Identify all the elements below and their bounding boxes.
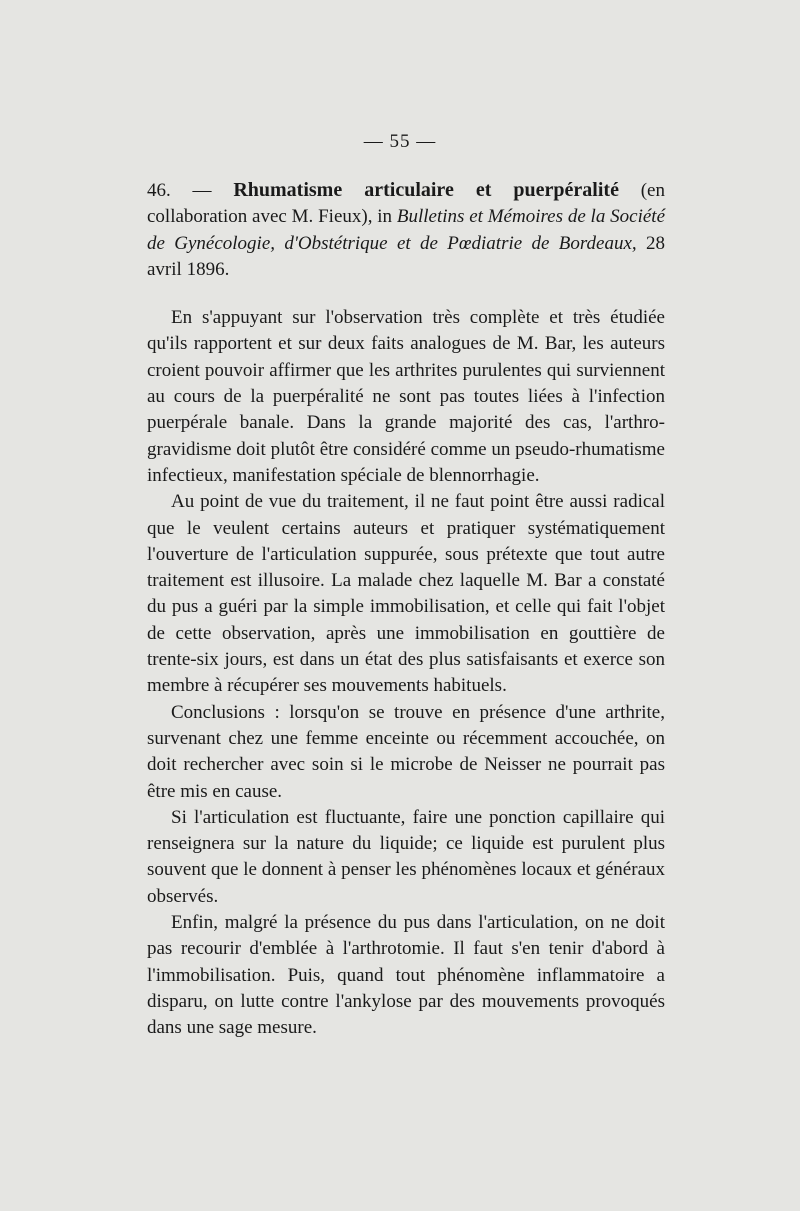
entry-journal: Bulletins et Mémoires de la Société de Gynécologie, d'Obstétrique et de Pœdiatrie de Bordeaux, (147, 206, 665, 254)
paragraph: Conclusions : lorsqu'on se trouve en présence d'une arthrite, survenant chez une femme enceinte ou récemment accouchée, on doit rechercher avec soin si le microbe de Neisser ne pourrait pas être mis en cause. (147, 701, 665, 802)
entry-collaboration: (en collaboration avec M. Fieux), in (147, 180, 665, 228)
entry-dash: — (192, 180, 212, 201)
entry-heading (147, 177, 665, 283)
paragraph: Au point de vue du traitement, il ne faut point être aussi radical que le veulent certains auteurs et pratiquer systématiquement l'ouverture de l'articulation suppurée, sous prétexte que tout autre traitement est illusoire. La malade chez laquelle M. Bar a constaté du pus a guéri par la simple immobilisation, et celle qui fait l'objet de cette observation, après une immobilisation en gouttière de trente-six jours, est dans un état des plus satisfaisants et exerce son membre à récupérer ses mouvements habituels. (147, 491, 665, 697)
entry-date: 28 avril 1896. (147, 232, 665, 280)
entry-title: Rhumatisme articulaire et puerpéralité (233, 179, 619, 201)
paragraph: Enfin, malgré la présence du pus dans l'articulation, on ne doit pas recourir d'emblée à l'arthrotomie. Il faut s'en tenir d'abord à l'immobilisation. Puis, quand tout phénomène inflammatoire a disparu, on lutte contre l'ankylose par des mouvements provoqués dans une sage mesure. (147, 912, 665, 1039)
paragraph: Si l'articulation est fluctuante, faire une ponction capillaire qui renseignera sur la nature du liquide; ce liquide est purulent plus souvent que le donnent à penser les phénomènes locaux et généraux observés. (147, 806, 665, 907)
bibliography-entry (147, 177, 665, 1042)
paragraph: En s'appuyant sur l'observation très complète et très étudiée qu'ils rapportent et sur deux faits analogues de M. Bar, les auteurs croient pouvoir affirmer que les arthrites purulentes qui surviennent au cours de la puerpéralité ne sont pas toutes liées à l'infection puerpérale banale. Dans la grande majorité des cas, l'arthro-gravidisme doit plutôt être considéré comme un pseudo-rhumatisme infectieux, manifestation spéciale de blennorrhagie. (147, 307, 665, 486)
entry-number: 46. (147, 180, 171, 201)
page-number: — 55 — (363, 131, 437, 152)
entry-body (147, 305, 665, 1041)
